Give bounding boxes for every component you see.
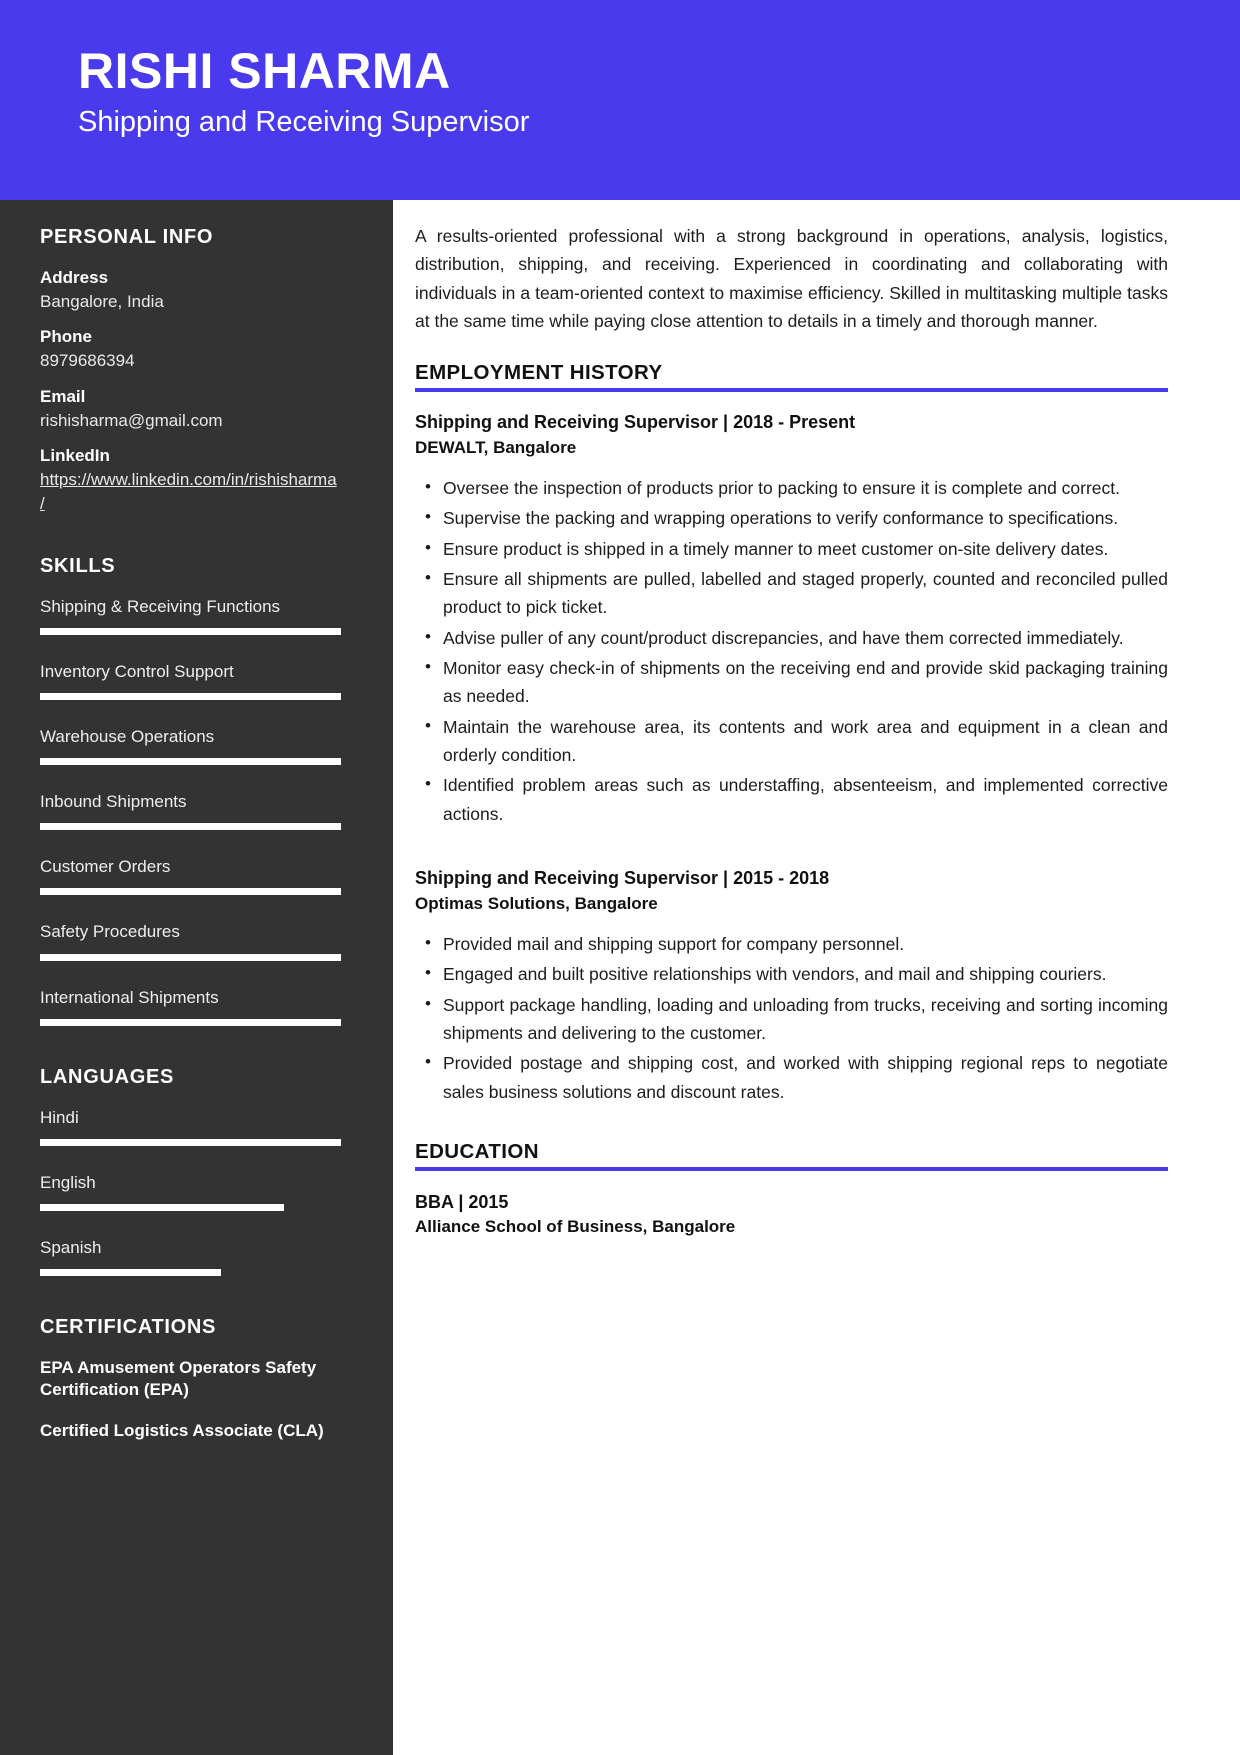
employment-entry xyxy=(415,410,1168,828)
employment-title: Shipping and Receiving Supervisor | 2015 - 2018 xyxy=(415,868,830,889)
employment-title: Shipping and Receiving Supervisor | 2018 - Present xyxy=(415,412,856,433)
skill-item-bar xyxy=(40,1019,341,1026)
personal-info-list xyxy=(40,267,341,515)
skill-item-bar xyxy=(40,823,341,830)
professional-summary: A results-oriented professional with a strong background in operations, analysis, logistics, distribution, shipping, and receiving. Experienced in coordinating and collaborating with individuals in a team-oriented context to maximise efficiency. Skilled in multitasking multiple tasks at the same time while paying close attention to details in a timely and thorough manner. xyxy=(415,226,1168,332)
certifications-heading: CERTIFICATIONS xyxy=(40,1315,217,1338)
skill-item-bar xyxy=(40,628,341,635)
candidate-job-title: Shipping and Receiving Supervisor xyxy=(78,106,530,138)
skill-item-label: Shipping & Receiving Functions xyxy=(40,597,281,617)
personal-info-label: Phone xyxy=(40,327,92,347)
certifications-list xyxy=(40,1357,341,1442)
employment-bullet: • Support package handling, loading and unloading from trucks, receiving and sorting incoming shipments and delivering to the customer. xyxy=(443,991,1168,1048)
skill-item-bar-fill xyxy=(40,888,341,895)
main-content xyxy=(393,200,1240,1240)
employment-bullet: • Maintain the warehouse area, its contents and work area and equipment in a clean and orderly condition. xyxy=(443,713,1168,770)
personal-info-value: Bangalore, India xyxy=(40,291,164,311)
language-item-label: Hindi xyxy=(40,1107,79,1127)
employment-company: Optimas Solutions, Bangalore xyxy=(415,893,658,913)
language-item-bar-fill xyxy=(40,1269,221,1276)
skill-item xyxy=(40,661,341,700)
education-heading: EDUCATION xyxy=(415,1139,539,1163)
skill-item-bar xyxy=(40,888,341,895)
language-item-bar-fill xyxy=(40,1204,284,1211)
language-item-label: Spanish xyxy=(40,1237,102,1257)
employment-bullet: • Identified problem areas such as understaffing, absenteeism, and implemented corrective actions. xyxy=(443,771,1168,828)
employment-bullets xyxy=(415,474,1168,828)
skill-item xyxy=(40,921,341,960)
skill-item-bar-fill xyxy=(40,954,341,961)
language-item-bar xyxy=(40,1204,341,1211)
skill-item-label: Warehouse Operations xyxy=(40,727,215,747)
employment-entry xyxy=(415,866,1168,1106)
skills-list xyxy=(40,596,341,1026)
language-item-bar xyxy=(40,1139,341,1146)
languages-heading: LANGUAGES xyxy=(40,1065,175,1088)
skill-item-bar xyxy=(40,758,341,765)
skill-item-bar-fill xyxy=(40,823,341,830)
employment-bullet: • Ensure all shipments are pulled, labelled and staged properly, counted and reconciled pulled product to pick ticket. xyxy=(443,565,1168,622)
skill-item xyxy=(40,596,341,635)
education-spacer xyxy=(415,1114,1168,1140)
education-entry xyxy=(415,1189,1168,1240)
language-item xyxy=(40,1107,341,1146)
skill-item-bar xyxy=(40,954,341,961)
employment-bullet: • Oversee the inspection of products prior to packing to ensure it is complete and correct. xyxy=(443,474,1168,502)
personal-info-value: rishisharma@gmail.com xyxy=(40,410,223,430)
personal-info-item xyxy=(40,267,341,313)
employment-company: DEWALT, Bangalore xyxy=(415,437,577,457)
language-item xyxy=(40,1172,341,1211)
employment-bullet: • Provided mail and shipping support for company personnel. xyxy=(443,930,1168,958)
skill-item xyxy=(40,791,341,830)
employment-bullet: • Advise puller of any count/product discrepancies, and have them corrected immediately. xyxy=(443,624,1168,652)
certification-item: Certified Logistics Associate (CLA) xyxy=(40,1421,324,1441)
personal-info-item xyxy=(40,386,341,432)
skill-item-bar-fill xyxy=(40,693,341,700)
languages-list xyxy=(40,1107,341,1276)
education-degree: BBA | 2015 xyxy=(415,1191,509,1212)
personal-info-label: Email xyxy=(40,386,86,406)
skill-item-label: Inventory Control Support xyxy=(40,662,234,682)
education-list xyxy=(415,1189,1168,1240)
personal-info-item xyxy=(40,445,341,515)
personal-info-value: 8979686394 xyxy=(40,351,135,371)
skill-item xyxy=(40,987,341,1026)
language-item-bar xyxy=(40,1269,341,1276)
skill-item-bar xyxy=(40,693,341,700)
employment-bullet: • Ensure product is shipped in a timely manner to meet customer on-site delivery dates. xyxy=(443,535,1168,563)
employment-bullet: • Supervise the packing and wrapping operations to verify conformance to specifications. xyxy=(443,504,1168,532)
employment-bullet: • Engaged and built positive relationships with vendors, and mail and shipping couriers. xyxy=(443,960,1168,988)
employment-history-heading: EMPLOYMENT HISTORY xyxy=(415,361,663,385)
skill-item xyxy=(40,726,341,765)
candidate-name: RISHI SHARMA xyxy=(78,43,451,99)
skill-item-label: International Shipments xyxy=(40,987,219,1007)
personal-info-label: LinkedIn xyxy=(40,446,110,466)
employment-heading-rule xyxy=(415,388,1168,392)
employment-bullets xyxy=(415,930,1168,1106)
certification-item: EPA Amusement Operators Safety Certification (EPA) xyxy=(40,1357,317,1400)
personal-info-label: Address xyxy=(40,268,109,287)
education-heading-rule xyxy=(415,1167,1168,1171)
skill-item-bar-fill xyxy=(40,1019,341,1026)
personal-info-heading: PERSONAL INFO xyxy=(40,226,214,248)
skill-item xyxy=(40,856,341,895)
skill-item-bar-fill xyxy=(40,628,341,635)
sidebar xyxy=(0,200,393,1755)
language-item xyxy=(40,1237,341,1276)
skill-item-label: Safety Procedures xyxy=(40,922,180,942)
employment-list xyxy=(415,410,1168,1106)
employment-bullet: • Provided postage and shipping cost, and worked with shipping regional reps to negotiate sales business solutions and discount rates. xyxy=(443,1049,1168,1106)
education-school: Alliance School of Business, Bangalore xyxy=(415,1217,736,1236)
linkedin-url-link[interactable]: https://www.linkedin.com/in/rishisharma/ xyxy=(40,470,337,513)
skill-item-label: Inbound Shipments xyxy=(40,792,187,812)
language-item-bar-fill xyxy=(40,1139,341,1146)
header-text-block xyxy=(78,44,529,140)
language-item-label: English xyxy=(40,1172,96,1192)
skill-item-bar-fill xyxy=(40,758,341,765)
employment-bullet: • Monitor easy check-in of shipments on the receiving end and provide skid packaging training as needed. xyxy=(443,654,1168,711)
skill-item-label: Customer Orders xyxy=(40,857,171,877)
job-spacer xyxy=(415,836,1168,866)
resume-header xyxy=(0,0,1240,200)
personal-info-item xyxy=(40,326,341,372)
skills-heading: SKILLS xyxy=(40,555,116,578)
